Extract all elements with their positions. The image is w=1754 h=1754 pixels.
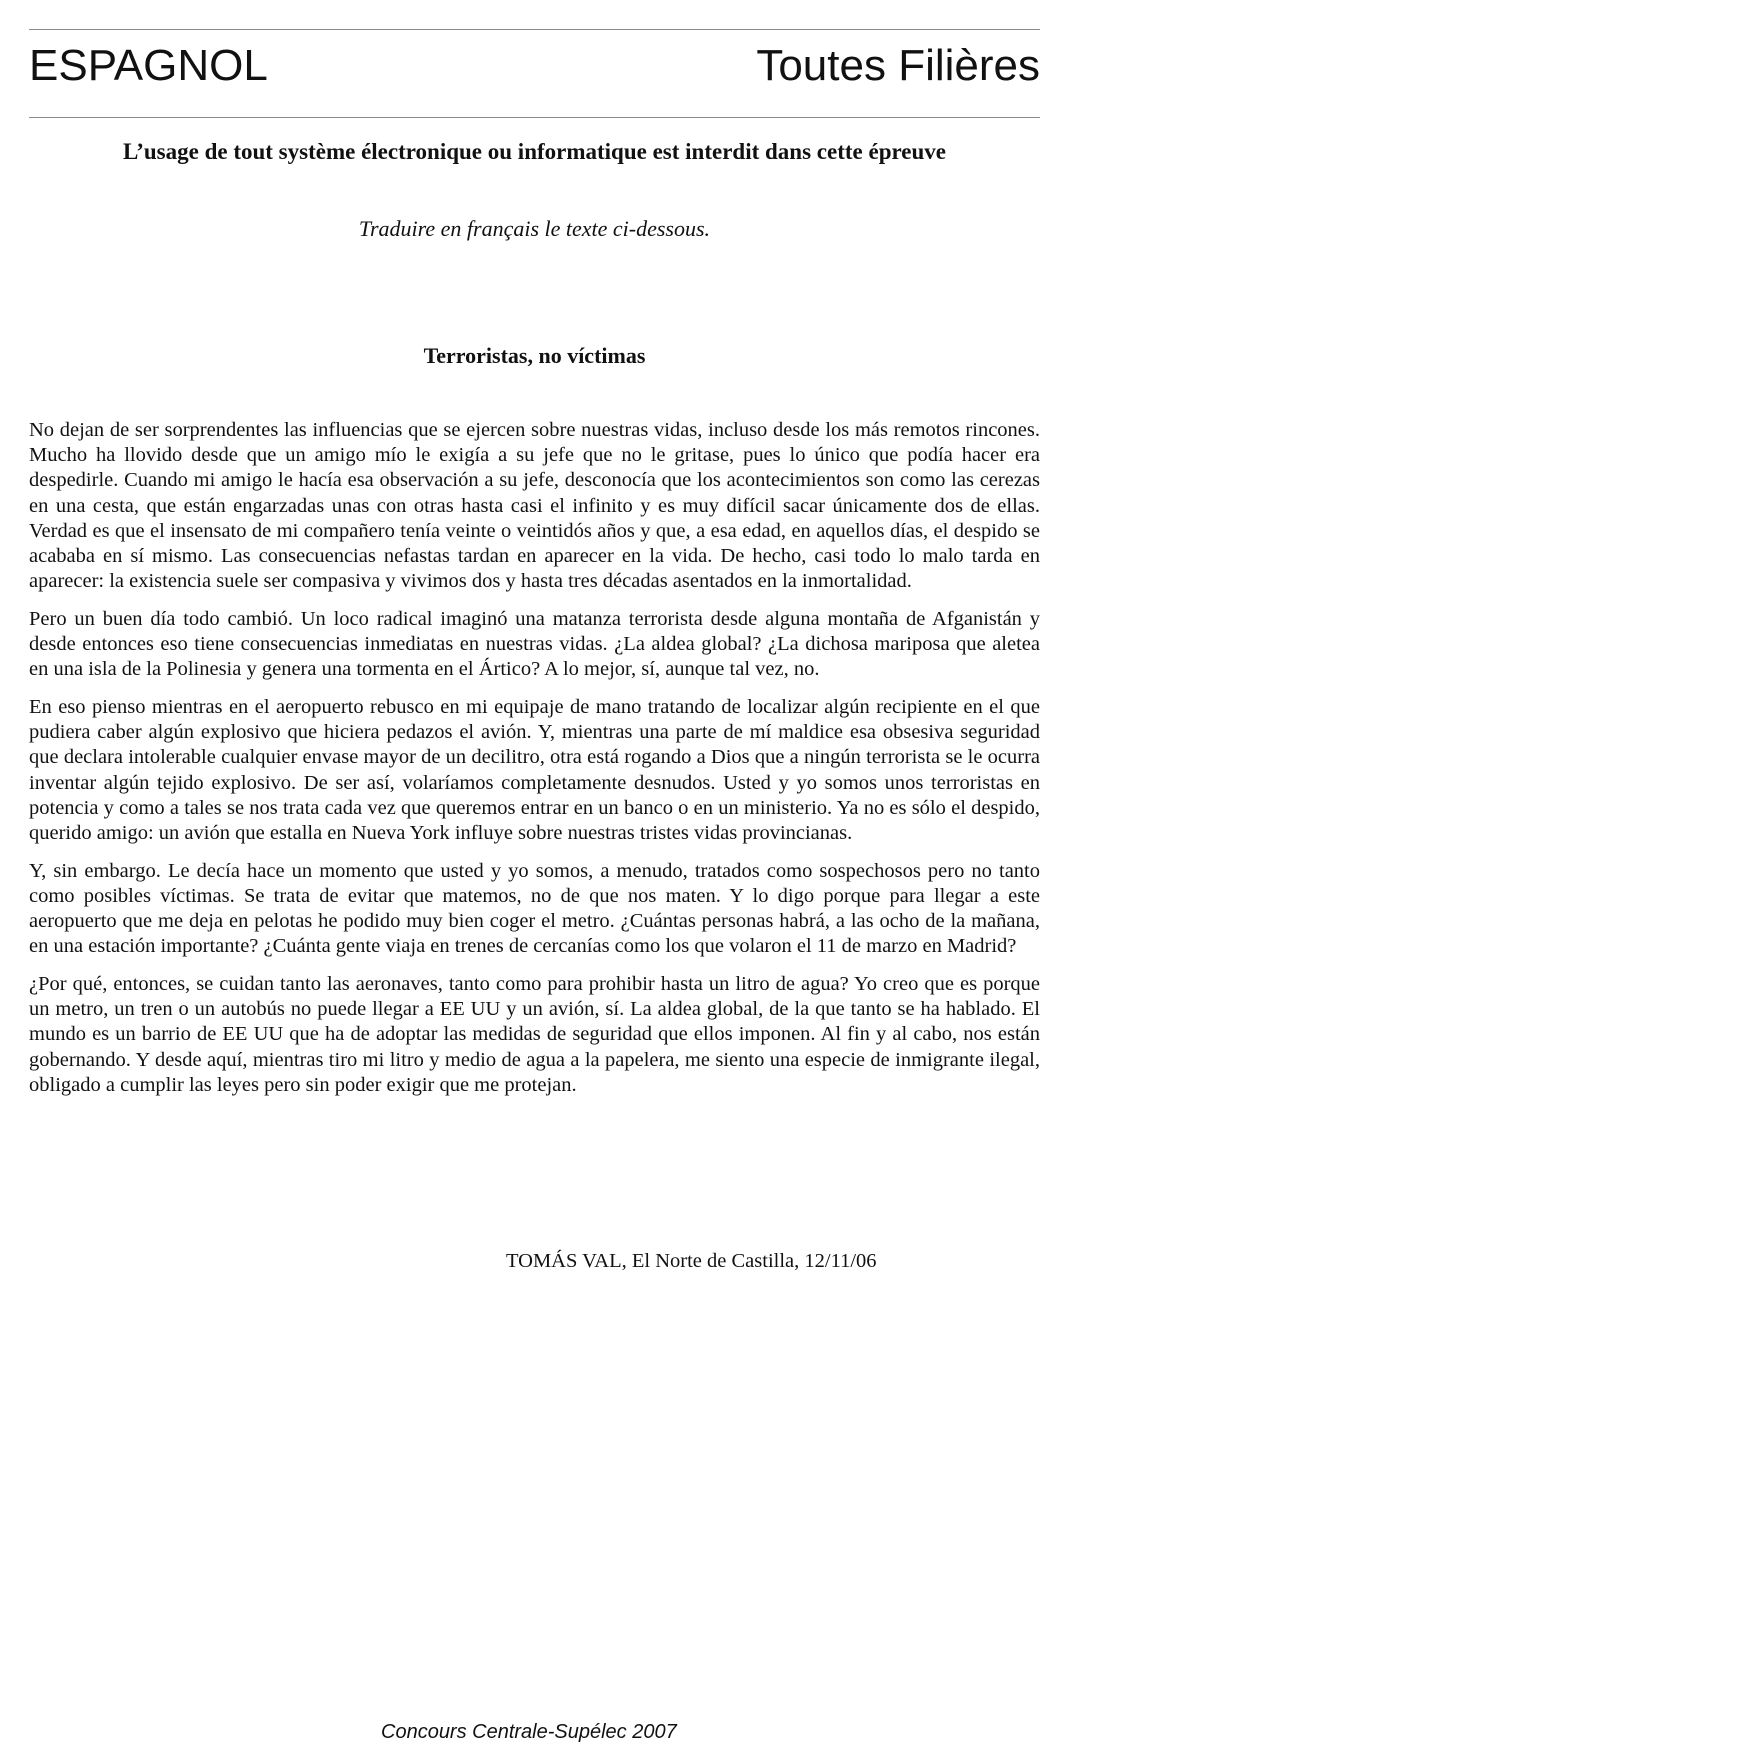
article-paragraph: Pero un buen día todo cambió. Un loco radical imaginó una matanza terrorista desde alguna montaña de Afganistán y desde entonces eso tiene consecuencias inmediatas en nuestras vidas. ¿La aldea global? ¿La dichosa mariposa que aletea en una isla de la Polinesia y genera una tormenta en el Ártico? A lo mejor, sí, aunque tal vez, no. xyxy=(29,607,1040,681)
article-source: TOMÁS VAL, El Norte de Castilla, 12/11/06 xyxy=(506,1250,877,1272)
track-label: Toutes Filières xyxy=(756,41,1040,90)
article-paragraph: Y, sin embargo. Le decía hace un momento que usted y yo somos, a menudo, tratados como sospechosos pero no tanto como posibles víctimas. Se trata de evitar que matemos, no de que nos maten. Y lo digo porque para llegar a este aeropuerto que me deja en pelotas he podido muy bien coger el metro. ¿Cuántas personas habrá, a las ocho de la mañana, en una estación importante? ¿Cuánta gente viaja en trenes de cercanías como los que volaron el 11 de marzo en Madrid? xyxy=(29,859,1040,958)
article-paragraph: En eso pienso mientras en el aeropuerto rebusco en mi equipaje de mano tratando de localizar algún recipiente en el que pudiera caber algún explosivo que hiciera pedazos el avión. Y, mientras una parte de mí maldice esa obsesiva seguridad que declara intolerable cualquier envase mayor de un decilitro, otra está rogando a Dios que a ningún terrorista se le ocurra inventar algún tejido explosivo. De ser así, volaríamos completamente desnudos. Usted y yo somos unos terroristas en potencia y como a tales se nos trata cada vez que queremos entrar en un banco o en un ministerio. Ya no es sólo el despido, querido amigo: un avión que estalla en Nueva York influye sobre nuestras tristes vidas provincianas. xyxy=(29,696,1040,845)
electronics-notice: L’usage de tout système électronique ou informatique est interdit dans cette épreuve xyxy=(122,139,946,164)
article-paragraph: No dejan de ser sorprendentes las influencias que se ejercen sobre nuestras vidas, incluso desde los más remotos rincones. Mucho ha llovido desde que un amigo mío le exigía a su jefe que no le gritase, pues lo único que podía hacer era despedirle. Cuando mi amigo le hacía esa observación a su jefe, desconocía que los acontecimientos son como las cerezas en una cesta, que están engarzadas unas con otras hasta casi el infinito y es muy difícil sacar únicamente dos de ellas. Verdad es que el insensato de mi compañero tenía veinte o veintidós años y que, a esa edad, en aquellos días, el despido se acababa en sí mismo. Las consecuencias nefastas tardan en aparecer en la vida. De hecho, casi todo lo malo tarda en aparecer: la existencia suele ser compasiva y vivimos dos y hasta tres décadas asentados en la inmortalidad. xyxy=(29,419,1040,593)
subject-label: ESPAGNOL xyxy=(29,41,268,90)
translation-instruction: Traduire en français le texte ci-dessous. xyxy=(358,216,711,241)
header-top-rule xyxy=(29,29,1040,30)
exam-header xyxy=(29,38,1040,94)
article-title: Terroristas, no víctimas xyxy=(423,343,646,368)
article-paragraph: ¿Por qué, entonces, se cuidan tanto las aeronaves, tanto como para prohibir hasta un litro de agua? Yo creo que es porque un metro, un tren o un autobús no puede llegar a EE UU y un avión, sí. La aldea global, de la que tanto se ha hablado. El mundo es un barrio de EE UU que ha de adoptar las medidas de seguridad que ellos imponen. Al fin y al cabo, nos están gobernando. Y desde aquí, mientras tiro mi litro y medio de agua a la papelera, me siento una especie de inmigrante ilegal, obligado a cumplir las leyes pero sin poder exigir que me protejan. xyxy=(29,973,1040,1096)
header-bottom-rule xyxy=(29,117,1040,118)
article-body xyxy=(29,418,1040,1111)
page-footer: Concours Centrale-Supélec 2007 xyxy=(381,1721,677,1743)
exam-page xyxy=(29,0,1040,1754)
